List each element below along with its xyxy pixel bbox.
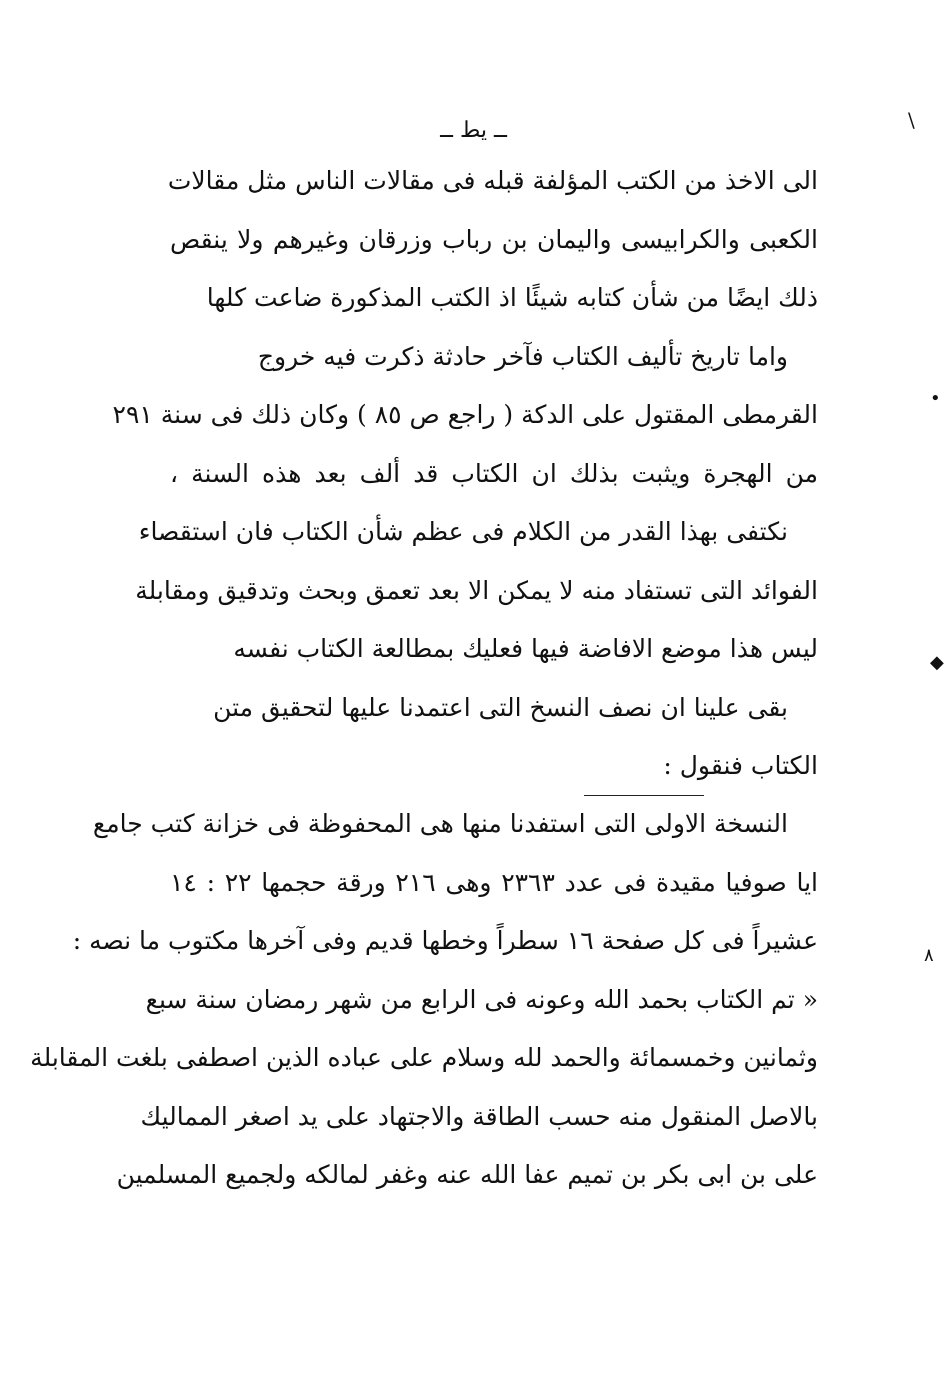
colophon-line: « تم الكتاب بحمد الله وعونه فى الرابع من شهر رمضان سنة سبع (145, 984, 818, 1014)
corner-mark: \ (908, 108, 915, 132)
colophon-line: على بن ابى بكر بن تميم عفا الله عنه وغفر لمالكه ولجميع المسلمين (116, 1160, 818, 1189)
text-line: ايا صوفيا مقيدة فى عدد ٢٣٦٣ وهى ٢١٦ ورقة حجمها ٢٢ : ١٤ (170, 867, 818, 897)
margin-mark: ◆ (930, 652, 944, 673)
text-line: ليس هذا موضع الافاضة فيها فعليك بمطالعة الكتاب نفسه (233, 634, 818, 663)
text-line: النسخة الاولى التى استفدنا منها هى المحفوظة فى خزانة كتب جامع (92, 809, 788, 838)
text-line: نكتفى بهذا القدر من الكلام فى عظم شأن الكتاب فان استقصاء (138, 517, 788, 546)
paragraph-3 (135, 503, 818, 679)
colophon-line: بالاصل المنقول منه حسب الطاقة والاجتهاد على يد اصغر المماليك (140, 1101, 818, 1131)
page-number-header: ــ يط ــ (440, 118, 507, 143)
paragraph-1 (167, 152, 818, 328)
paragraph-2 (112, 328, 818, 504)
main-text (112, 152, 818, 796)
paragraph-4 (170, 679, 818, 796)
text-line: من الهجرة ويثبت بذلك ان الكتاب قد ألف بعد هذه السنة ، (170, 458, 818, 488)
text-line: بقى علينا ان نصف النسخ التى اعتمدنا عليها لتحقيق متن (213, 692, 788, 722)
margin-mark: ٨ (924, 945, 934, 966)
text-line: الى الاخذ من الكتب المؤلفة قبله فى مقالات الناس مثل مقالات (167, 166, 818, 195)
text-line: القرمطى المقتول على الدكة ( راجع ص ٨٥ ) وكان ذلك فى سنة ٢٩١ (112, 400, 818, 429)
text-line: ذلك ايضًا من شأن كتابه شيئًا اذ الكتب المذكورة ضاعت كلها (206, 283, 818, 312)
margin-mark: • (930, 388, 941, 409)
manuscript-description (30, 795, 818, 1205)
text-line: الكتاب فنقول : (663, 751, 818, 780)
text-line: عشيراً فى كل صفحة ١٦ سطراً وخطها قديم وفى آخرها مكتوب ما نصه : (72, 926, 818, 955)
text-line: واما تاريخ تأليف الكتاب فآخر حادثة ذكرت فيه خروج (257, 341, 788, 371)
colophon-line: وثمانين وخمسمائة والحمد لله وسلام على عباده الذين اصطفى بلغت المقابلة (30, 1043, 818, 1072)
text-line: الفوائد التى تستفاد منه لا يمكن الا بعد تعمق وبحث وتدقيق ومقابلة (135, 575, 818, 605)
text-line: الكعبى والكرابيسى واليمان بن رباب وزرقان وغيرهم ولا ينقص (170, 224, 818, 254)
